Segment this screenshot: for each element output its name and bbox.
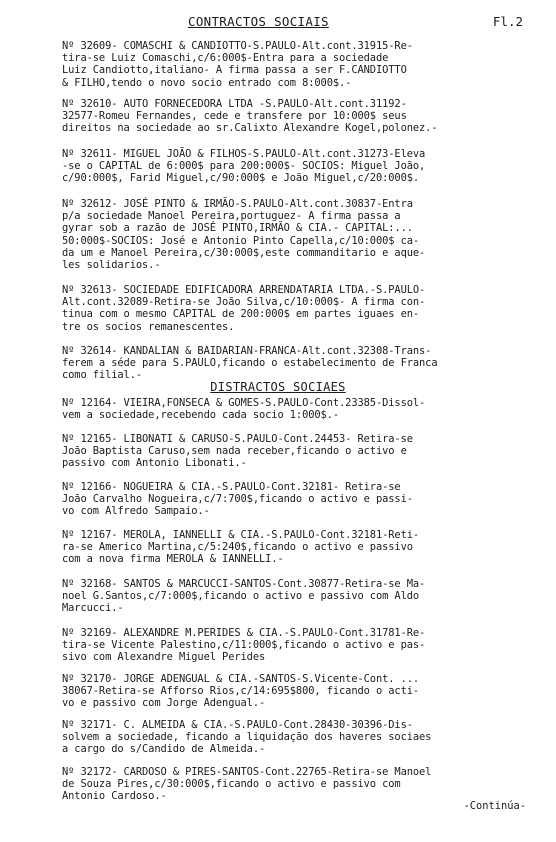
entry-line: a cargo do s/Candido de Almeida.- <box>62 743 266 756</box>
distrato-entry <box>62 433 532 470</box>
entry-line: -se o CAPITAL de 6:000$ para 200:000$- SOCIOS: Miguel João, <box>62 160 426 173</box>
entry-line: Nº 32170- JORGE ADENGUAL & CIA.-SANTOS-S.Vicente-Cont. ... <box>62 673 420 685</box>
entry-line: Antonio Cardoso.- <box>62 790 167 803</box>
entry-line: sivo com Alexandre Miguel Perides <box>62 651 266 664</box>
entry-line: Nº 32612- JOSÉ PINTO & IRMÃO-S.PAULO-Alt.cont.30837-Entra <box>62 198 413 210</box>
entry-line: de Souza Pires,c/30:000$,ficando o activo e passivo com <box>62 778 401 791</box>
entry-line: tre os socios remanescentes. <box>62 320 235 333</box>
entry-line: solvem a sociedade, ficando a liquidação dos haveres sociaes <box>62 731 432 744</box>
entry-line: vo e passivo com Jorge Adengual.- <box>62 697 266 710</box>
entry-line: 50:000$-SOCIOS: José e Antonio Pinto Capella,c/10:000$ ca- <box>62 234 420 247</box>
entry-line: Nº 32609- COMASCHI & CANDIOTTO-S.PAULO-Alt.cont.31915-Re- <box>62 40 413 52</box>
entry-line: Nº 32614- KANDALIAN & BAIDARIAN-FRANCA-Alt.cont.32308-Trans- <box>62 345 432 357</box>
entry-line: Nº 32171- C. ALMEIDA & CIA.-S.PAULO-Cont.28430-30396-Dis- <box>62 719 413 731</box>
entry-line: Nº 32610- AUTO FORNECEDORA LTDA -S.PAULO-Alt.cont.31192- <box>62 98 407 110</box>
contract-entry <box>62 40 532 89</box>
entry-line: como filial.- <box>62 369 143 382</box>
entry-line: Alt.cont.32089-Retira-se João Silva,c/10:000$- A firma con- <box>62 296 426 309</box>
entry-line: com a nova firma MEROLA & IANNELLI.- <box>62 553 284 566</box>
entry-line: Nº 12165- LIBONATI & CARUSO-S.PAULO-Cont.24453- Retira-se <box>62 433 413 445</box>
entry-line: Nº 12167- MEROLA, IANNELLI & CIA.-S.PAULO-Cont.32181-Reti- <box>62 529 420 541</box>
entry-line: ferem a séde para S.PAULO,ficando o estabelecimento de Franca <box>62 357 438 370</box>
entry-line: tira-se Vicente Palestino,c/11:000$,ficando o activo e pas- <box>62 639 426 652</box>
folio-number: Fl.2 <box>492 14 523 29</box>
entry-line: Nº 32168- SANTOS & MARCUCCI-SANTOS-Cont.30877-Retira-se Ma- <box>62 578 426 590</box>
distrato-entry <box>62 673 532 710</box>
contract-entry <box>62 98 532 135</box>
continuation-note: -Continúa- <box>463 800 526 812</box>
entry-line: 38067-Retira-se Afforso Rios,c/14:695$800, ficando o acti- <box>62 685 420 698</box>
entry-line: Nº 32611- MIGUEL JOÃO & FILHOS-S.PAULO-Alt.cont.31273-Eleva <box>62 148 426 160</box>
distrato-entry <box>62 397 532 421</box>
entry-line: vem a sociedade,recebendo cada socio 1:000$.- <box>62 409 340 422</box>
entry-line: Marcucci.- <box>62 602 124 615</box>
page-title: CONTRACTOS SOCIAIS <box>188 14 329 29</box>
distrato-entry <box>62 529 532 566</box>
entry-line: 32577-Romeu Fernandes, cede e transfere por 10:000$ seus <box>62 110 407 123</box>
entry-line: & FILHO,tendo o novo socio entrado com 8:000$.- <box>62 76 352 89</box>
entry-line: les solidarios.- <box>62 259 161 272</box>
entry-line: c/90:000$, Farid Miguel,c/90:000$ e João Miguel,c/20:000$. <box>62 172 420 185</box>
entry-line: passivo com Antonio Libonati.- <box>62 457 247 470</box>
entry-line: p/a sociedade Manoel Pereira,portuguez- A firma passa a <box>62 210 401 223</box>
contract-entry <box>62 148 532 185</box>
entry-line: Nº 12166- NOGUEIRA & CIA.-S.PAULO-Cont.32181- Retira-se <box>62 481 401 493</box>
section-title-distratos: DISTRACTOS SOCIAES <box>210 380 346 394</box>
entry-line: Luiz Candiotto,italiano- A firma passa a ser F.CANDIOTTO <box>62 64 407 77</box>
contract-entry <box>62 284 532 333</box>
entry-line: Nº 12164- VIEIRA,FONSECA & GOMES-S.PAULO-Cont.23385-Dissol- <box>62 397 426 409</box>
entry-line: Nº 32172- CARDOSO & PIRES-SANTOS-Cont.22765-Retira-se Manoel <box>62 766 432 778</box>
distrato-entry <box>62 627 532 664</box>
entry-line: João Baptista Caruso,sem nada receber,ficando o activo e <box>62 445 407 458</box>
distrato-entry <box>62 766 532 803</box>
entry-line: tira-se Luiz Comaschi,c/6:000$-Entra para a sociedade <box>62 52 389 65</box>
page-header <box>0 14 556 30</box>
distrato-entry <box>62 719 532 756</box>
entry-line: vo com Alfredo Sampaio.- <box>62 505 210 518</box>
entry-line: gyrar sob a razão de JOSÉ PINTO,IRMÃO & CIA.- CAPITAL:... <box>62 222 413 235</box>
distrato-entry <box>62 578 532 615</box>
entry-line: Nº 32613- SOCIEDADE EDIFICADORA ARRENDATARIA LTDA.-S.PAULO- <box>62 284 426 296</box>
entry-line: tinua com o mesmo CAPITAL de 200:000$ em partes iguaes en- <box>62 308 420 321</box>
entry-line: ra-se Americo Martina,c/5:240$,ficando o activo e passivo <box>62 541 413 554</box>
contract-entry <box>62 345 532 382</box>
entry-line: noel G.Santos,c/7:000$,ficando o activo e passivo com Aldo <box>62 590 420 603</box>
contract-entry <box>62 198 532 271</box>
entry-line: da um e Manoel Pereira,c/30:000$,este commanditario e aque- <box>62 246 426 259</box>
distrato-entry <box>62 481 532 518</box>
entry-line: direitos na sociedade ao sr.Calixto Alexandre Kogel,polonez.- <box>62 122 438 135</box>
entry-line: João Carvalho Nogueira,c/7:700$,ficando o activo e passi- <box>62 493 413 506</box>
entry-line: Nº 32169- ALEXANDRE M.PERIDES & CIA.-S.PAULO-Cont.31781-Re- <box>62 627 426 639</box>
